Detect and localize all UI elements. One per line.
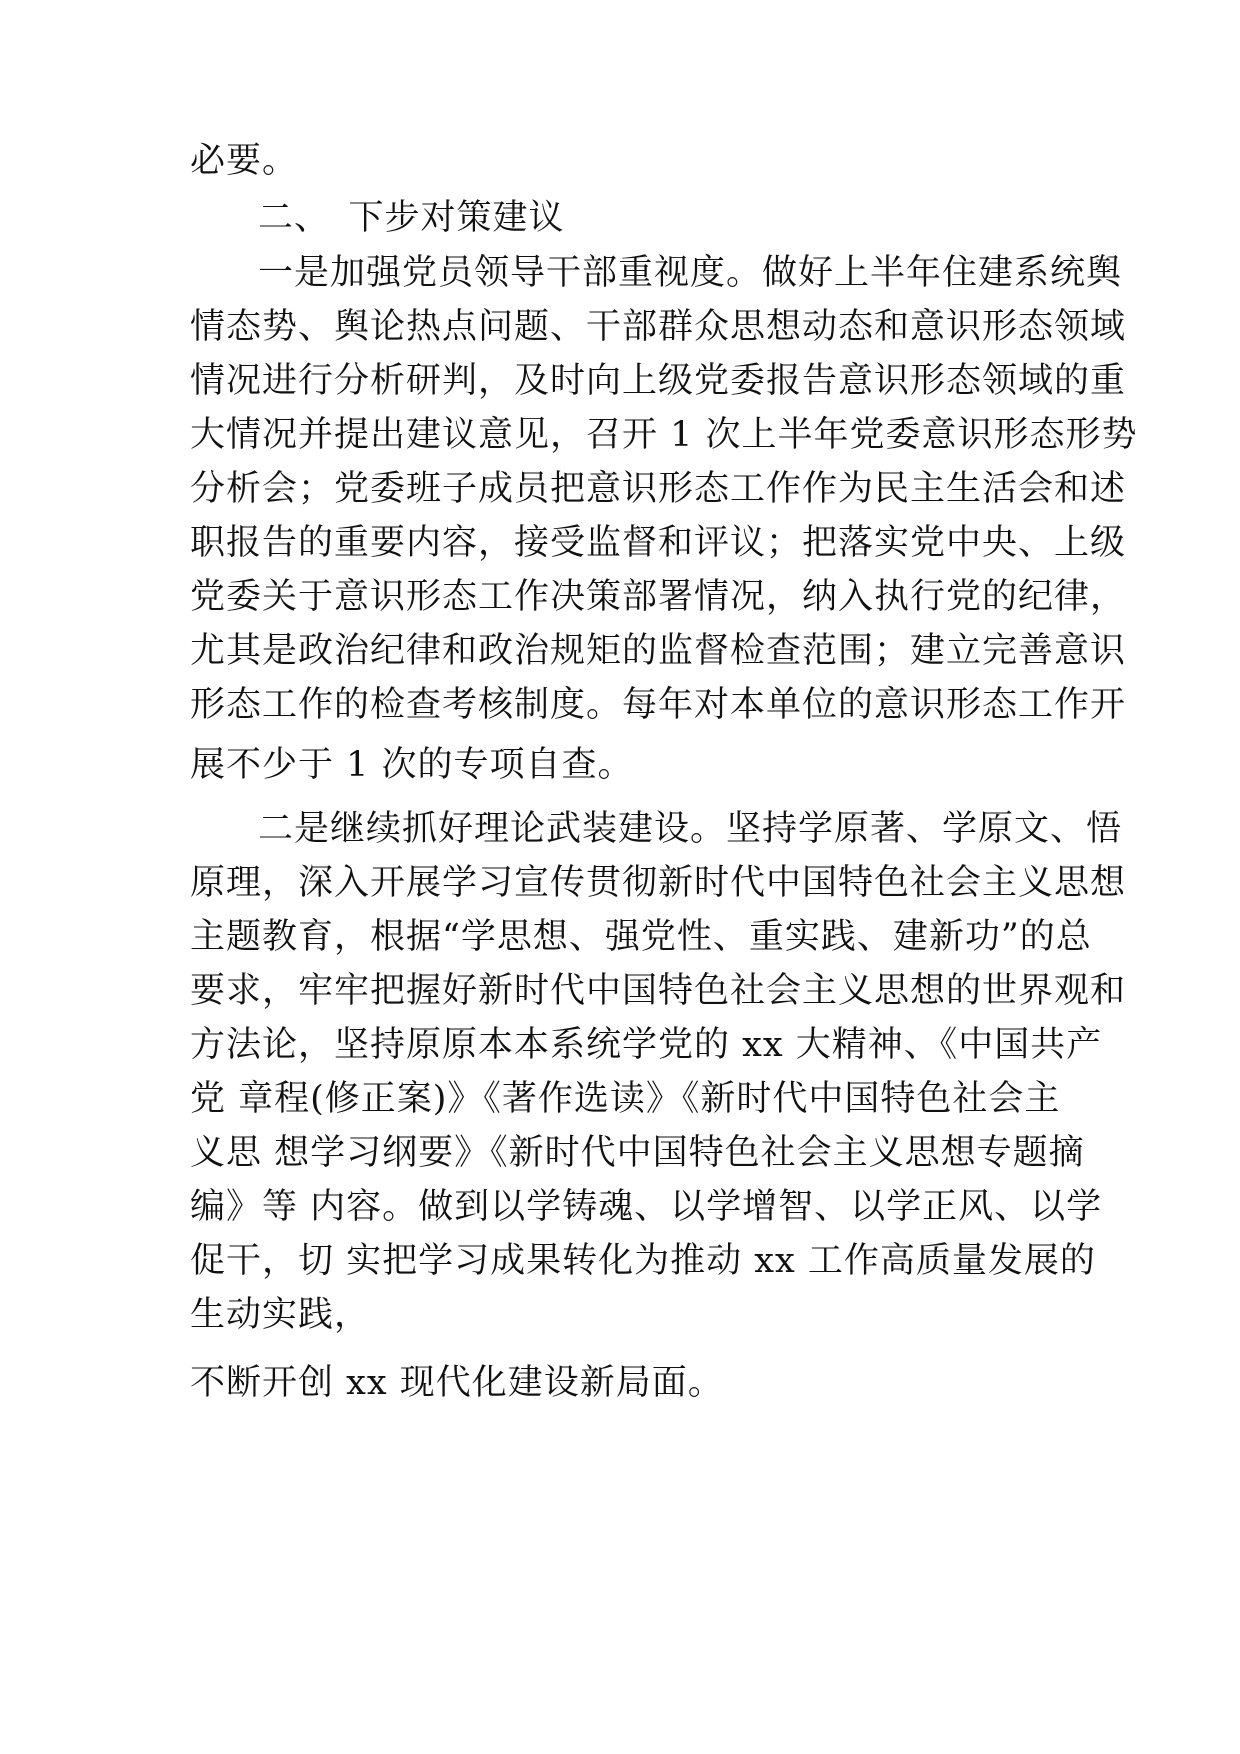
paragraph-line: 党委关于意识形态工作决策部署情况，纳入执行党的纪律， [190,577,1127,617]
paragraph-line: 大情况并提出建议意见，召开 1 次上半年党委意识形态形势 [190,415,1138,455]
paragraph-line: 分析会；党委班子成员把意识形态工作作为民主生活会和述 [190,469,1127,509]
paragraph-line: 形态工作的检查考核制度。每年对本单位的意识形态工作开 [190,685,1127,725]
paragraph-line: 情况进行分析研判，及时向上级党委报告意识形态领域的重 [190,361,1127,401]
paragraph-line: 职报告的重要内容，接受监督和评议；把落实党中央、上级 [190,523,1127,563]
paragraph-line: 情态势、舆论热点问题、干部群众思想动态和意识形态领域 [190,307,1127,347]
paragraph-line: 编》等 内容。做到以学铸魂、以学增智、以学正风、以学 [190,1187,1103,1227]
paragraph-line: 必要。 [190,141,299,181]
paragraph-line: 方法论，坚持原原本本系统学党的 xx 大精神、《中国共产 [190,1025,1103,1065]
paragraph-line: 主题教育，根据“学思想、强党性、重实践、建新功”的总 [190,917,1092,957]
paragraph-line: 二是继续抓好理论武装建设。坚持学原著、学原文、悟 [258,809,1123,849]
paragraph-line: 党 章程(修正案)》《著作选读》《新时代中国特色社会主 [190,1079,1061,1119]
paragraph-line: 尤其是政治纪律和政治规矩的监督检查范围；建立完善意识 [190,631,1127,671]
paragraph-line: 一是加强党员领导干部重视度。做好上半年住建系统舆 [258,253,1123,293]
paragraph-line: 展不少于 1 次的专项自查。 [190,745,634,785]
paragraph-line: 生动实践， [190,1295,371,1335]
paragraph-line: 要求，牢牢把握好新时代中国特色社会主义思想的世界观和 [190,971,1127,1011]
paragraph-line: 义思 想学习纲要》《新时代中国特色社会主义思想专题摘 [190,1133,1085,1173]
paragraph-line: 不断开创 xx 现代化建设新局面。 [190,1363,724,1403]
paragraph-line: 原理，深入开展学习宣传贯彻新时代中国特色社会主义思想 [190,863,1127,903]
paragraph-line: 促干，切 实把学习成果转化为推动 xx 工作高质量发展的 [190,1241,1096,1281]
section-heading: 二、 下步对策建议 [258,198,565,238]
